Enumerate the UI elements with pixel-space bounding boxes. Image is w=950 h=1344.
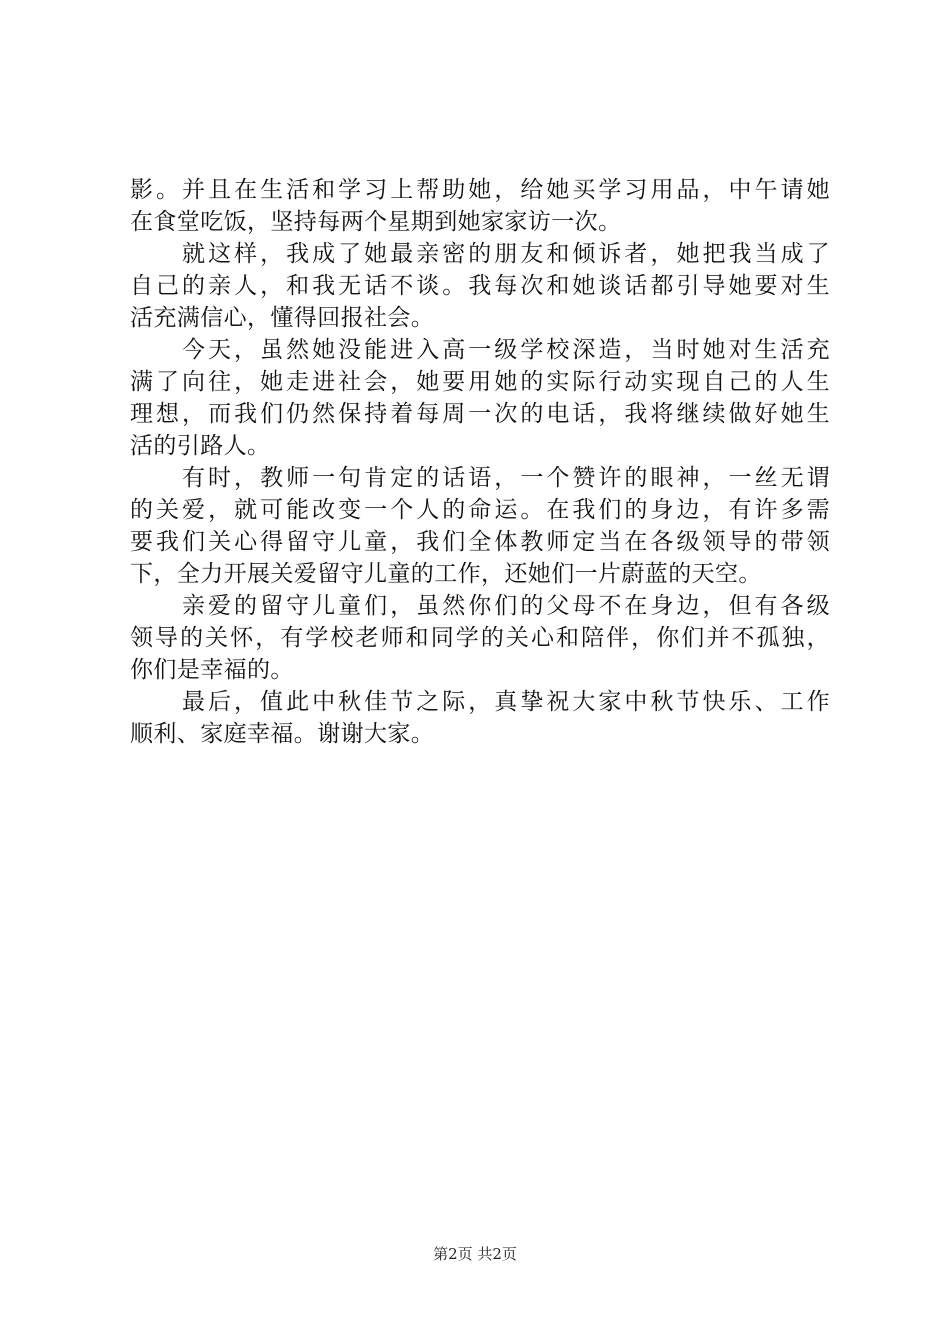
text-line: 活的引路人。: [130, 433, 271, 459]
text-line: 要我们关心得留守儿童，我们全体教师定当在各级领导的带领: [130, 529, 830, 555]
text-line: 的关爱，就可能改变一个人的命运。在我们的身边，有许多需: [130, 497, 830, 523]
text-line: 你们是幸福的。: [130, 657, 294, 683]
text-line: 满了向往，她走进社会，她要用她的实际行动实现自己的人生: [130, 369, 830, 395]
text-line: 自己的亲人，和我无话不谈。我每次和她谈话都引导她要对生: [130, 273, 830, 299]
text-line: 在食堂吃饭，坚持每两个星期到她家家访一次。: [130, 209, 622, 235]
page-footer: [0, 1244, 950, 1264]
text-line: 活充满信心，懂得回报社会。: [130, 305, 435, 331]
text-line: 就这样，我成了她最亲密的朋友和倾诉者，她把我当成了: [182, 241, 830, 267]
text-line: 亲爱的留守儿童们，虽然你们的父母不在身边，但有各级: [182, 593, 830, 619]
text-line: 有时，教师一句肯定的话语，一个赞许的眼神，一丝无谓: [182, 465, 830, 491]
page-number-label: 第2页 共2页: [433, 1245, 517, 1263]
text-line: 领导的关怀，有学校老师和同学的关心和陪伴，你们并不孤独，: [130, 625, 830, 651]
document-body: [130, 174, 830, 750]
text-line: 理想，而我们仍然保持着每周一次的电话，我将继续做好她生: [130, 401, 830, 427]
text-line: 下，全力开展关爱留守儿童的工作，还她们一片蔚蓝的天空。: [130, 561, 762, 587]
text-line: 今天，虽然她没能进入高一级学校深造，当时她对生活充: [182, 337, 830, 363]
text-line: 影。并且在生活和学习上帮助她，给她买学习用品，中午请她: [130, 177, 830, 203]
text-line: 顺利、家庭幸福。谢谢大家。: [130, 721, 435, 747]
text-line: 最后，值此中秋佳节之际，真挚祝大家中秋节快乐、工作: [182, 689, 830, 715]
